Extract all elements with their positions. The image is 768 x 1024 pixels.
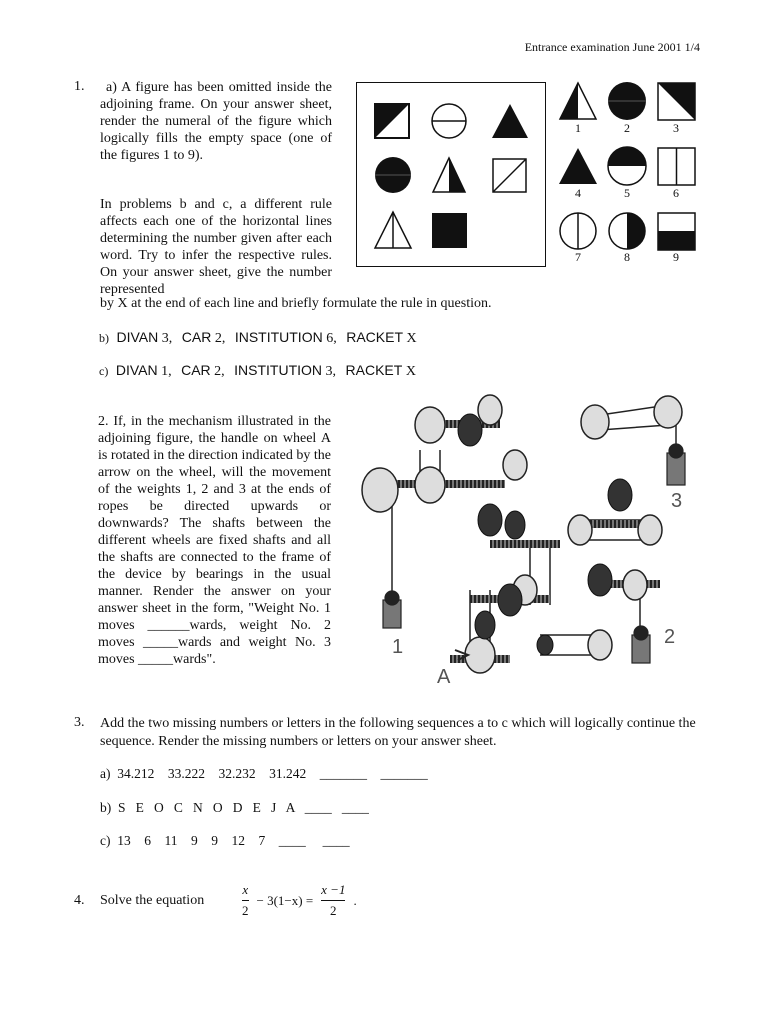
q3-sequence-a: a) 34.212 33.222 32.232 31.242 _______ _______ xyxy=(100,766,428,781)
frame-figure-square-diagonal xyxy=(493,159,526,192)
puzzle-frame-figures xyxy=(356,82,546,267)
q3-sequence-c: c) 13 6 11 9 9 12 7 ____ ____ xyxy=(100,833,350,848)
q1-b-word-2: CAR xyxy=(181,329,212,345)
eq-left-numerator: x xyxy=(242,882,249,897)
frame-figure-triangle-line xyxy=(375,212,411,248)
option-label-7: 7 xyxy=(575,250,581,264)
q4-text: Solve the equation xyxy=(100,893,205,908)
option-8-circle-right-filled xyxy=(609,213,645,249)
q1-c-num-4: X xyxy=(405,364,416,379)
wheel-a-label: A xyxy=(437,666,451,688)
q1-intro-text: In problems b and c, a different rule affects each one of the horizontal lines determining the number given after each word. Try to infer the respective rules. On your answer sheet, give the number represented xyxy=(100,197,332,297)
option-6-square-vertical-line xyxy=(658,148,695,185)
q1-line-c xyxy=(99,362,416,380)
option-2-circle-filled xyxy=(608,82,646,120)
q4-equation xyxy=(242,882,357,919)
q3-sequence-b: b) S E O C N O D E J A ____ ____ xyxy=(100,800,369,815)
eq-right-fraction xyxy=(321,882,345,919)
q4-number: 4. xyxy=(74,893,85,908)
q1-c-label: c) xyxy=(99,364,109,378)
option-9-square-bottom-filled xyxy=(658,213,695,250)
q1-c-word-2: CAR xyxy=(181,362,211,378)
eq-left-denominator: 2 xyxy=(242,903,249,918)
option-label-4: 4 xyxy=(575,186,581,200)
option-4-triangle-filled xyxy=(559,148,597,184)
q1-b-label: b) xyxy=(99,331,109,345)
option-5-circle-top-filled xyxy=(608,147,646,185)
q1-c-word-4: RACKET xyxy=(345,362,403,378)
eq-right-denominator: 2 xyxy=(330,903,337,918)
option-label-9: 9 xyxy=(673,250,679,264)
option-7-circle-vertical-line xyxy=(560,213,596,249)
frame-figure-square-diagonal-filled xyxy=(375,104,409,138)
q1-c-word-3: INSTITUTION xyxy=(234,362,323,378)
option-1-triangle-half xyxy=(560,83,596,119)
weight-3-label: 3 xyxy=(671,490,683,512)
option-label-1: 1 xyxy=(575,121,581,135)
q1-c-word-1: DIVAN xyxy=(115,362,158,378)
frame-figure-triangle-half xyxy=(433,158,465,192)
q2-text: 2. If, in the mechanism illustrated in the adjoining figure, the handle on wheel A is rotated in the direction indicated by the arrow on the wheel, will the movement of the weights 1, 2 and 3 at the ends of ropes be directed upwards or downwards? The shafts between the different wheels are fixed shafts and all the shafts are connected to the frame of the device by bearings in the usual manner. Render the answer on your answer sheet in the form, "Weight No. 1 moves ______wards, weight No. 2 moves _____wards and weight No. 3 moves _____wards". xyxy=(98,414,331,667)
eq-left-fraction xyxy=(242,882,249,919)
q1-part-a xyxy=(100,79,332,164)
option-label-2: 2 xyxy=(624,121,630,135)
option-label-8: 8 xyxy=(624,250,630,264)
weight-2-label: 2 xyxy=(664,626,676,648)
q1-part-a-text: A figure has been omitted inside the adjoining frame. On your answer sheet, render the numeral of the figure which logically fills the empty space (one of the figures 1 to 9). xyxy=(100,80,332,163)
q1-c-num-2: 2, xyxy=(214,364,225,379)
frame-figure-circle-half-line xyxy=(432,104,466,138)
q1-b-word-1: DIVAN xyxy=(116,329,159,345)
eq-end: . xyxy=(353,892,357,908)
q1-number: 1. xyxy=(74,79,85,94)
q1-b-word-4: RACKET xyxy=(346,329,403,345)
frame-figure-triangle-filled xyxy=(492,104,528,138)
eq-right-numerator: x −1 xyxy=(321,882,346,897)
q1-b-num-2: 2, xyxy=(214,331,226,346)
q3-text: Add the two missing numbers or letters in the following sequences a to c which will logically continue the sequence. Render the missing numbers or letters on your answer sheet. xyxy=(100,716,696,749)
q1-c-num-3: 3, xyxy=(325,364,337,379)
option-label-6: 6 xyxy=(673,186,679,200)
q1-b-num-3: 6, xyxy=(326,331,337,346)
answer-options-figures xyxy=(556,80,706,255)
q1-c-num-1: 1, xyxy=(161,364,172,379)
q1-intro-tail: by X at the end of each line and briefly formulate the rule in question. xyxy=(100,296,492,311)
eq-middle: − 3(1−x) = xyxy=(256,892,314,908)
q1-b-word-3: INSTITUTION xyxy=(234,329,323,345)
q1-b-num-1: 3, xyxy=(161,331,173,346)
weight-1-label: 1 xyxy=(392,636,404,658)
q1-b-num-4: X xyxy=(406,331,417,346)
option-label-3: 3 xyxy=(673,121,679,135)
frame-figure-square-filled xyxy=(432,213,467,248)
q1-line-b xyxy=(99,329,417,347)
option-label-5: 5 xyxy=(624,186,630,200)
frame-figure-circle-filled xyxy=(375,157,411,193)
page-header: Entrance examination June 2001 1/4 xyxy=(524,40,700,54)
option-3-square-diagonal xyxy=(658,83,695,120)
q3-number: 3. xyxy=(74,715,85,730)
q1-part-a-label: a) xyxy=(106,80,117,95)
